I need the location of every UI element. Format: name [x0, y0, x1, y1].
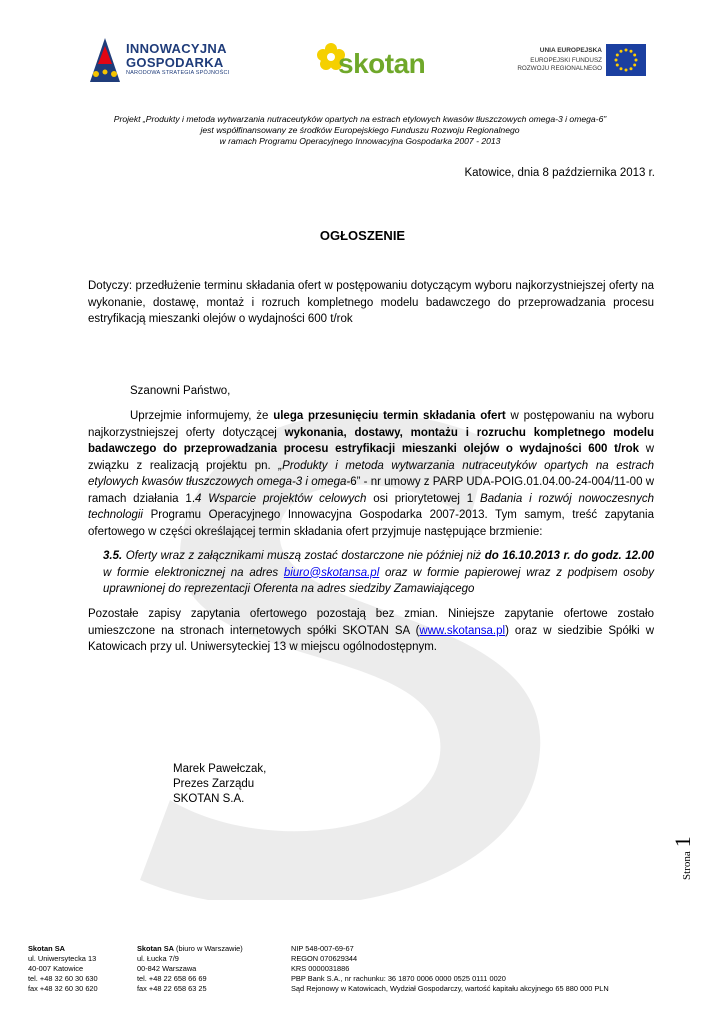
- footer-col2-l3: tel. +48 22 658 66 69: [137, 974, 207, 983]
- p1-text-2: w postępowaniu na wyboru najkorzystniejszej oferty dotyczącej: [88, 410, 655, 439]
- footer-col2-l1: ul. Łucka 7/9: [137, 954, 179, 963]
- signer-company: SKOTAN S.A.: [173, 793, 245, 805]
- footer-col3-l0: NIP 548-007-69-67: [291, 944, 354, 953]
- point-deadline: do 16.10.2013 r. do godz. 12.00: [484, 550, 655, 562]
- footer-col1-l3: tel. +48 32 60 30 630: [28, 974, 98, 983]
- p1-italic-2: 4 Wsparcie projektów celowych: [195, 492, 367, 505]
- eu-logo-line1: UNIA EUROPEJSKA: [539, 47, 602, 54]
- footer-col1-l1: ul. Uniwersytecka 13: [28, 954, 97, 963]
- signer-name: Marek Pawełczak,: [173, 763, 267, 775]
- project-line2: jest współfinansowany ze środków Europejskiego Funduszu Rozwoju Regionalnego: [200, 125, 520, 135]
- p1-bold-1: ulega przesunięciu termin składania ofert: [273, 410, 506, 422]
- main-paragraph: [88, 408, 654, 540]
- point-number: 3.5.: [103, 550, 123, 562]
- skotan-logo: [316, 40, 436, 84]
- footer-col3-l3: PBP Bank S.A., nr rachunku: 36 1870 0006 0000 0525 0111 0020: [291, 974, 506, 983]
- point-text-2: w formie elektronicznej na adres: [103, 566, 284, 579]
- eu-logo-line2: EUROPEJSKI FUNDUSZ: [530, 57, 602, 64]
- footer-col1-l4: fax +48 32 60 30 620: [28, 984, 98, 993]
- footer-col3-l1: REGON 070629344: [291, 954, 358, 963]
- footer-col1-title: Skotan SA: [28, 944, 65, 953]
- eu-logo: [508, 44, 648, 80]
- footer-col3-l4: Sąd Rejonowy w Katowicach, Wydział Gospodarczy, wartość kapitału akcyjnego 65 880 000 PLN: [291, 984, 609, 993]
- footer-col2-title: Skotan SA: [137, 944, 174, 953]
- website-link[interactable]: www.skotansa.pl: [419, 624, 506, 637]
- page-number: [670, 800, 695, 880]
- point-3-5: [103, 548, 654, 598]
- footer-col1-l2: 40-007 Katowice: [28, 964, 84, 973]
- p1-text-1: Uprzejmie informujemy, że: [130, 410, 274, 422]
- signer-role: Prezes Zarządu: [173, 778, 255, 790]
- greeting: Szanowni Państwo,: [130, 385, 231, 397]
- signature-block: [173, 762, 266, 807]
- p1-text-6: Programu Operacyjnego Innowacyjna Gospodarka 2007-2013. Tym samym, treść zapytania ofertowego w części określającej termin składania ofert przyjmuje następujące brzmienie:: [88, 509, 654, 538]
- point-text-3: oraz w formie papierowej wraz z podpisem osoby uprawnionej do reprezentacji Oferenta na adres siedziby Zamawiającego: [103, 566, 654, 595]
- p1-italic-1: „Produkty i metoda wytwarzania nutraceutyków opartych na estrach etylowych kwasów tłuszczowych omega-3 i omega-: [88, 459, 654, 488]
- point-text-1: Oferty wraz z załącznikami muszą zostać dostarczone nie później niż: [122, 550, 485, 562]
- document-date: Katowice, dnia 8 października 2013 r.: [464, 167, 655, 179]
- innowacyjna-gospodarka-logo: [88, 38, 238, 86]
- p1-italic-3: Badania i rozwój nowoczesnych technologii: [88, 492, 654, 521]
- footer-warszawa: [137, 944, 243, 994]
- footer-col2-title-suffix: (biuro w Warszawie): [173, 944, 243, 953]
- eu-logo-line3: ROZWOJU REGIONALNEGO: [517, 65, 602, 72]
- email-link[interactable]: biuro@skotansa.pl: [283, 566, 380, 579]
- eu-flag-icon: [606, 44, 646, 76]
- p1-text-3: w związku z realizacją projektu pn.: [88, 443, 654, 472]
- footer-col3-l2: KRS 0000031886: [291, 964, 350, 973]
- document-title: OGŁOSZENIE: [319, 228, 406, 243]
- page-label: Strona: [681, 851, 693, 880]
- p1-bold-2: wykonania, dostawy, montażu i rozruchu kompletnego modelu badawczego do przeprowadzania procesu estryfikacji mieszanki olejów o wydajności 600 t/rok: [88, 426, 654, 455]
- project-line1: Projekt „Produkty i metoda wytwarzania nutraceutyków opartych na estrach etylowych kwasów tłuszczowych omega-3 i omega-6”: [113, 114, 607, 124]
- closing-paragraph: [88, 606, 654, 656]
- ig-emblem-icon: [88, 38, 122, 82]
- p2-text-1: Pozostałe zapisy zapytania ofertowego pozostają bez zmian. Niniejsze zapytanie ofertowe zostało umieszczone na stronach internetowych spółki SKOTAN SA (: [88, 608, 654, 637]
- footer-col2-l4: fax +48 22 658 63 25: [137, 984, 207, 993]
- subject-paragraph: Dotyczy: przedłużenie terminu składania ofert w postępowaniu dotyczącym wyboru najkorzystniejszej oferty na wykonanie, dostawę, montaż i rozruch kompletnego modelu badawczego do przeprowadzania procesu estryfikacją mieszanki olejów o wydajności 600 t/rok: [88, 280, 654, 325]
- footer-col2-l2: 00-842 Warszawa: [137, 964, 197, 973]
- p1-text-4: 6” - nr umowy z PARP UDA-POIG.01.04.00-24-004/11-00 w ramach działania 1.: [88, 476, 655, 505]
- p1-text-5: osi priorytetowej 1: [366, 492, 481, 505]
- footer-katowice: [28, 944, 98, 994]
- ig-logo-line1: INNOWACYJNA: [126, 41, 227, 56]
- skotan-wordmark: skotan: [338, 48, 426, 79]
- project-line3: w ramach Programu Operacyjnego Innowacyjna Gospodarka 2007 - 2013: [219, 136, 501, 146]
- page-number-value: 1: [670, 836, 695, 848]
- footer-company-info: [291, 944, 609, 994]
- ig-logo-line3: NARODOWA STRATEGIA SPÓJNOŚCI: [126, 70, 230, 76]
- project-note: [60, 114, 660, 147]
- ig-logo-line2: GOSPODARKA: [126, 55, 224, 70]
- p2-text-2: ) oraz w siedzibie Spółki w Katowicach przy ul. Uniwersyteckiej 13 w miejscu ogólnodostępnym.: [88, 624, 655, 653]
